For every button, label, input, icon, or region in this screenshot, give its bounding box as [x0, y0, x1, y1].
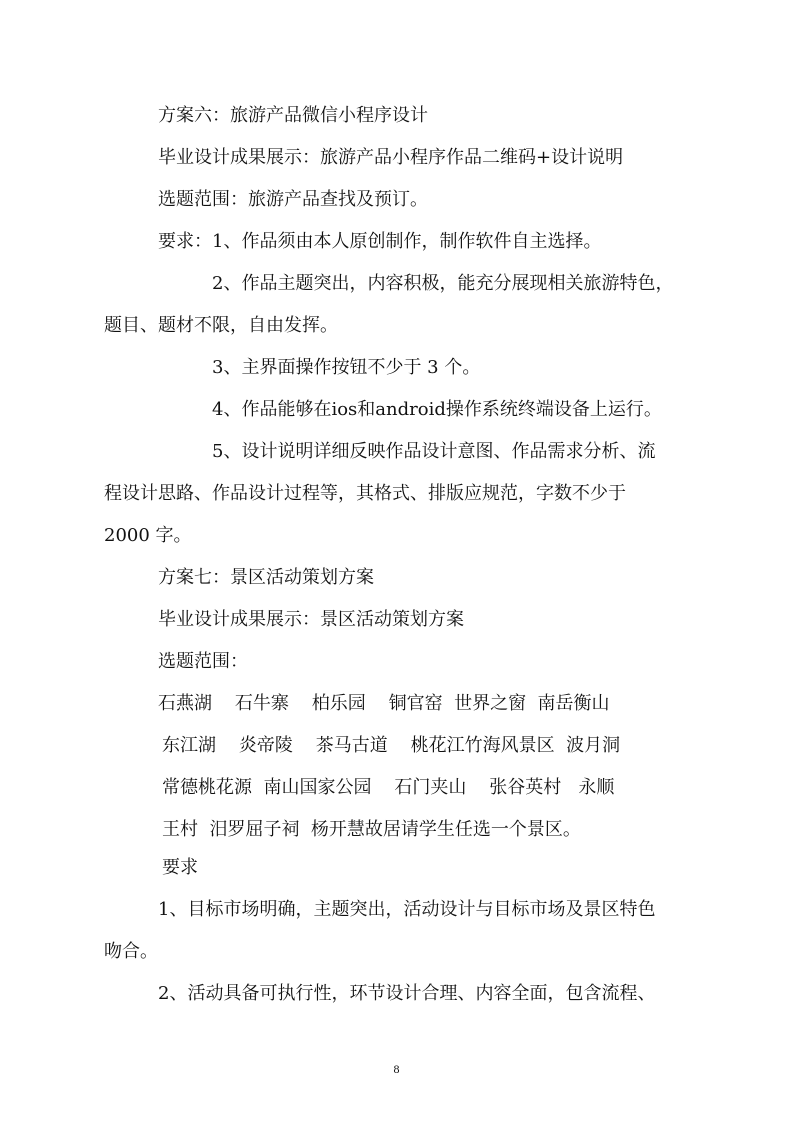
scheme6-deliverable: 毕业设计成果展示：旅游产品小程序作品二维码+设计说明	[158, 147, 624, 168]
scheme6-scope: 选题范围：旅游产品查找及预订。	[158, 189, 428, 210]
scheme6-requirement-2-line2: 题目、题材不限，自由发挥。	[104, 315, 338, 336]
scheme7-sites-line3: 常德桃花源 南山国家公园 石门夹山 张谷英村 永顺	[162, 777, 615, 798]
scheme7-requirements-label: 要求	[162, 857, 198, 878]
scheme6-requirement-1: 要求：1、作品须由本人原创制作，制作软件自主选择。	[158, 231, 602, 252]
scheme6-requirement-3: 3、主界面操作按钮不少于 3 个。	[212, 357, 481, 378]
scheme7-requirement-2-line1: 2、活动具备可执行性，环节设计合理、内容全面，包含流程、	[158, 983, 656, 1004]
page-number: 8	[393, 1062, 400, 1076]
scheme7-requirement-1-line1: 1、目标市场明确，主题突出，活动设计与目标市场及景区特色	[158, 899, 656, 920]
scheme7-sites-line1: 石燕湖 石牛寨 柏乐园 铜官窑 世界之窗 南岳衡山	[158, 693, 610, 714]
scheme6-requirement-5-line3: 2000 字。	[104, 525, 192, 546]
scheme6-requirement-5-line1: 5、设计说明详细反映作品设计意图、作品需求分析、流	[212, 441, 656, 462]
scheme7-scope-label: 选题范围：	[158, 651, 248, 672]
scheme6-requirement-5-line2: 程设计思路、作品设计过程等，其格式、排版应规范，字数不少于	[104, 483, 626, 504]
scheme7-requirement-1-line2: 吻合。	[104, 941, 158, 962]
scheme7-title: 方案七：景区活动策划方案	[158, 567, 374, 588]
scheme7-sites-line4: 王村 汨罗屈子祠 杨开慧故居请学生任选一个景区。	[162, 819, 581, 840]
scheme6-requirement-2-line1: 2、作品主题突出，内容积极，能充分展现相关旅游特色，	[212, 273, 674, 294]
scheme6-requirement-4: 4、作品能够在ios和android操作系统终端设备上运行。	[212, 399, 662, 420]
scheme7-deliverable: 毕业设计成果展示：景区活动策划方案	[158, 609, 464, 630]
scheme7-sites-line2: 东江湖 炎帝陵 茶马古道 桃花江竹海风景区 波月洞	[162, 735, 621, 756]
scheme6-title: 方案六：旅游产品微信小程序设计	[158, 105, 428, 126]
